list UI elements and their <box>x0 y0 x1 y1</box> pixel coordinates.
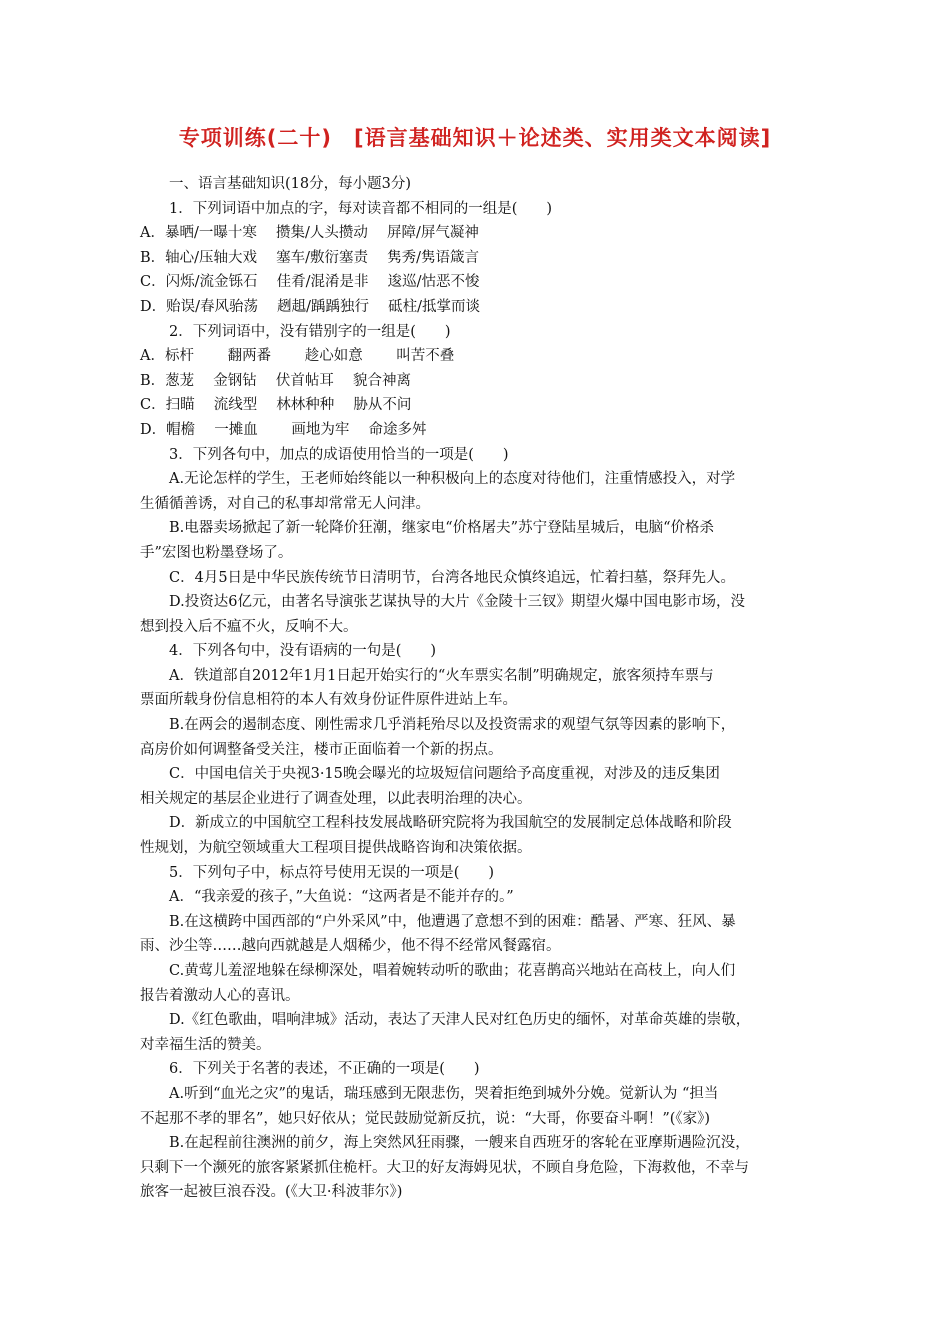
text-line: A．“我亲爱的孩子，”大鱼说：“这两者是不能并存的。” <box>169 889 514 906</box>
text-line: C．扫瞄 流线型 林林种种 胁从不问 <box>140 397 412 414</box>
text-line: C．中国电信关于央视3·15晚会曝光的垃圾短信问题给予高度重视，对涉及的违反集团 <box>169 766 720 783</box>
text-line: A．铁道部自2012年1月1日起开始实行的“火车票实名制”明确规定，旅客须持车票与 <box>169 667 714 684</box>
text-line: 高房价如何调整备受关注，楼市正面临着一个新的拐点。 <box>140 741 503 758</box>
text-line: A.听到“血光之灾”的鬼话，瑞珏感到无限悲伤，哭着拒绝到城外分娩。觉新认为 “担当 <box>169 1085 719 1102</box>
text-line: 旅客一起被巨浪吞没。(《大卫·科波菲尔》) <box>140 1184 403 1201</box>
text-line: C．4月5日是中华民族传统节日清明节，台湾各地民众慎终追远，忙着扫墓，祭拜先人。 <box>169 569 736 586</box>
text-line: 报告着激动人心的喜讯。 <box>140 987 300 1004</box>
page-title: 专项训练(二十) [语言基础知识＋论述类、实用类文本阅读] <box>178 126 772 150</box>
text-line: B.在起程前往澳洲的前夕，海上突然风狂雨骤，一艘来自西班牙的客轮在亚摩斯遇险沉没， <box>169 1135 750 1152</box>
text-line: D．新成立的中国航空工程科技发展战略研究院将为我国航空的发展制定总体战略和阶段 <box>169 815 732 832</box>
text-line: 对幸福生活的赞美。 <box>140 1036 271 1053</box>
text-line: 票面所载身份信息相符的本人有效身份证件原件进站上车。 <box>140 692 517 709</box>
text-line: 雨、沙尘等……越向西就越是人烟稀少，他不得不经常风餐露宿。 <box>140 938 561 955</box>
text-line: D.投资达6亿元，由著名导演张艺谋执导的大片《金陵十三钗》期望火爆中国电影市场，没 <box>169 594 745 611</box>
text-line: C．闪烁/流金铄石 佳肴/混淆是非 逡巡/怙恶不悛 <box>140 274 480 291</box>
text-line: A.无论怎样的学生，王老师始终能以一种积极向上的态度对待他们，注重情感投入，对学 <box>169 471 736 488</box>
text-line: 2．下列词语中，没有错别字的一组是( ) <box>169 323 451 340</box>
document-body <box>140 172 816 1205</box>
text-line: 一、语言基础知识(18分，每小题3分) <box>169 176 411 192</box>
text-line: 相关规定的基层企业进行了调查处理，以此表明治理的决心。 <box>140 790 532 807</box>
text-line: 性规划，为航空领域重大工程项目提供战略咨询和决策依据。 <box>140 840 532 857</box>
text-line: 1．下列词语中加点的字，每对读音都不相同的一组是( ) <box>169 200 553 217</box>
text-line: 3．下列各句中，加点的成语使用恰当的一项是( ) <box>169 446 509 463</box>
text-line: D．贻误/春风骀荡 趔趄/踽踽独行 砥柱/抵掌而谈 <box>140 298 480 315</box>
text-line: 生循循善诱，对自己的私事却常常无人问津。 <box>140 495 430 512</box>
text-line: C.黄莺儿羞涩地躲在绿柳深处，唱着婉转动听的歌曲；花喜鹊高兴地站在高枝上，向人们 <box>169 963 736 979</box>
text-line: B．葱茏 金钢钻 伏首帖耳 貌合神离 <box>140 372 411 389</box>
text-line: B.在这横跨中国西部的“户外采风”中，他遭遇了意想不到的困难：酷暑、严寒、狂风、暴 <box>169 913 736 930</box>
text-line: 不起那不孝的罪名”，她只好依从；觉民鼓励觉新反抗，说：“大哥，你要奋斗啊！”(《家》) <box>140 1110 711 1127</box>
text-line: 5．下列句子中，标点符号使用无误的一项是( ) <box>169 864 495 881</box>
text-line: 手”宏图也粉墨登场了。 <box>140 544 293 561</box>
text-line: D.《红色歌曲，唱响津城》活动，表达了天津人民对红色历史的缅怀，对革命英雄的崇敬， <box>169 1012 751 1029</box>
text-line: 4．下列各句中，没有语病的一句是( ) <box>169 643 437 660</box>
text-line: B．轴心/压轴大戏 塞车/敷衍塞责 隽秀/隽语箴言 <box>140 249 480 266</box>
text-line: 想到投入后不瘟不火，反响不大。 <box>140 618 358 635</box>
text-line: B.在两会的遏制态度、刚性需求几乎消耗殆尽以及投资需求的观望气氛等因素的影响下， <box>169 717 736 734</box>
text-line: 只剩下一个濒死的旅客紧紧抓住桅杆。大卫的好友海姆见状，不顾自身危险，下海救他，不幸与 <box>140 1159 749 1176</box>
text-line: B.电器卖场掀起了新一轮降价狂潮，继家电“价格屠夫”苏宁登陆星城后，电脑“价格杀 <box>169 520 714 537</box>
text-line: 6．下列关于名著的表述，不正确的一项是( ) <box>169 1061 480 1078</box>
text-line: D．帽檐 一摊血 画地为牢 命途多舛 <box>140 421 427 438</box>
text-line: A．标杆 翻两番 趁心如意 叫苦不叠 <box>140 348 455 365</box>
text-line: A．暴晒/一曝十寒 攒集/人头攒动 屏障/屏气凝神 <box>140 225 479 242</box>
